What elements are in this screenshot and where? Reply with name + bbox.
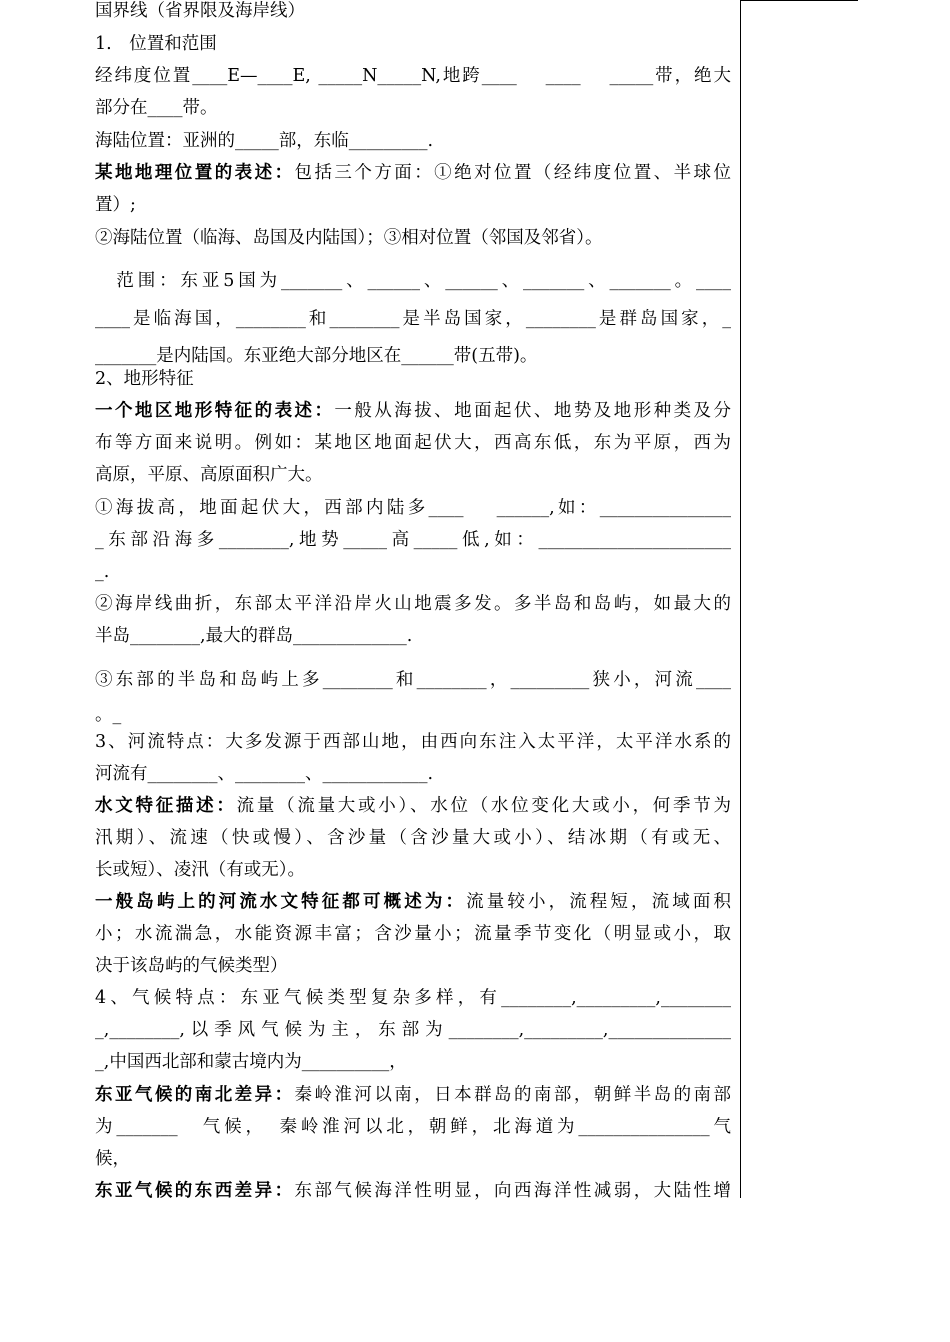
text-line: _.	[95, 562, 110, 582]
text-line: 经纬度位置____E—____E, _____N_____N,地跨____ ____ _____带，绝大	[95, 66, 731, 86]
bold-term: 一个地区地形特征的表述：	[95, 401, 335, 421]
text-line: 决于该岛屿的气候类型）	[95, 956, 288, 976]
text-line: 河流有________、________、____________.	[95, 764, 434, 784]
text-line: 部分在____带。	[95, 98, 218, 118]
text-line: ②海陆位置（临海、岛国及内陆国）；③相对位置（邻国及邻省）。	[95, 228, 603, 248]
bold-term: 一般岛屿上的河流水文特征都可概述为：	[95, 892, 467, 912]
text-line: 东亚气候的东西差异：东部气候海洋性明显，向西海洋性减弱，大陆性增	[95, 1181, 731, 1201]
text-line: 范围：东亚5国为_______、______、______、_______、_______。____	[95, 271, 731, 291]
text-line: 小；水流湍急，水能资源丰富；含沙量小；流量季节变化（明显或小，取	[95, 924, 731, 944]
text-line: ②海岸线曲折，东部太平洋沿岸火山地震多发。多半岛和岛屿，如最大的	[95, 594, 731, 614]
text-line: 。_	[95, 705, 122, 725]
bold-term: 东亚气候的东西差异：	[95, 1181, 295, 1201]
text-line: 高原，平原、高原面积广大。	[95, 465, 323, 485]
bold-term: 东亚气候的南北差异：	[95, 1085, 295, 1105]
text-line: ③东部的半岛和岛屿上多________和________，_________狭小，河流____	[95, 670, 731, 690]
text-line: ①海拔高，地面起伏大，西部内陆多____ ______,如：_______________	[95, 498, 731, 518]
bold-term: 水文特征描述：	[95, 796, 237, 816]
section-4-title: 4、气候特点：东亚气候类型复杂多样，有________,_________,________	[95, 988, 731, 1008]
text-line: 为_______ 气候， 秦岭淮河以北，朝鲜，北海道为_______________气	[95, 1117, 731, 1137]
text-line: _,中国西北部和蒙古境内为__________，	[95, 1052, 407, 1072]
text-line: 水文特征描述：流量（流量大或小）、水位（水位变化大或小，何季节为	[95, 796, 732, 816]
bold-term: 某地地理位置的表述：	[95, 163, 295, 183]
right-margin-rule	[740, 0, 741, 1198]
section-1-title: 1. 位置和范围	[95, 34, 217, 54]
text-line: _______是内陆国。东亚绝大部分地区在______带(五带)。	[95, 346, 538, 366]
section-2-title: 2、地形特征	[95, 369, 194, 389]
text-line: 海陆位置：亚洲的_____部，东临_________.	[95, 131, 434, 151]
text-line: 置）;	[95, 195, 136, 215]
text-line: 一个地区地形特征的表述：一般从海拔、地面起伏、地势及地形种类及分	[95, 401, 732, 421]
text-line: 东亚气候的南北差异：秦岭淮河以南，日本群岛的南部，朝鲜半岛的南部	[95, 1085, 731, 1105]
heading-border-lines: 国界线（省界限及海岸线）	[95, 1, 305, 21]
text-line: 某地地理位置的表述：包括三个方面：①绝对位置（经纬度位置、半球位	[95, 163, 731, 183]
top-rule	[740, 0, 858, 1]
text-line: _东部沿海多________,地势_____高_____低,如：______________________	[95, 530, 731, 550]
text-line: _,________,以季风气候为主，东部为________,_________,______________	[95, 1020, 731, 1040]
text-line: ____是临海国，________和________是半岛国家，________是群岛国家，_	[95, 309, 731, 329]
text-line: 长或短）、凌汛（有或无）。	[95, 860, 305, 880]
text-line: 汛期）、流速（快或慢）、含沙量（含沙量大或小）、结冰期（有或无、	[95, 828, 731, 848]
text-line: 候，	[95, 1149, 130, 1169]
text-line: 布等方面来说明。例如：某地区地面起伏大，西高东低，东为平原，西为	[95, 433, 731, 453]
text-line: 一般岛屿上的河流水文特征都可概述为：流量较小，流程短，流域面积	[95, 892, 732, 912]
text-line: 半岛________,最大的群岛_____________.	[95, 626, 413, 646]
section-3-title: 3、河流特点：大多发源于西部山地，由西向东注入太平洋，太平洋水系的	[95, 732, 731, 752]
